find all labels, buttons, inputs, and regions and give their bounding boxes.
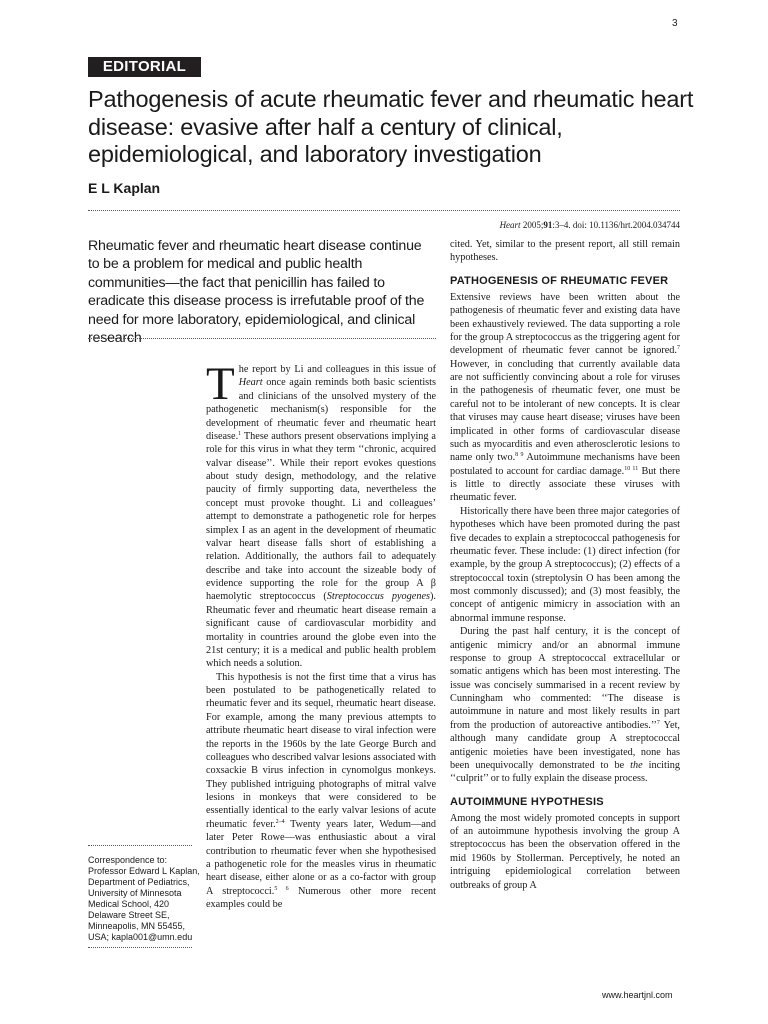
correspondence-block xyxy=(88,855,203,943)
text-run: Numerous other more recent examples could be xyxy=(206,885,437,910)
correspondence-divider-top xyxy=(88,845,192,846)
citation-pages-doi: :3–4. doi: 10.1136/hrt.2004.034744 xyxy=(552,220,680,230)
reference-marker: 7 xyxy=(677,345,680,352)
text-run: However, in concluding that currently available data are not sufficiently convincing about a role for viruses in the pathogenesis of rheumatic fever, one must be careful not to be intolerant of new concepts. It is clear that viruses may cause heart disease; viruses have been implicated in other forms of cardiovascular disease such as myocarditis and even atherosclerotic lesions to name only two. xyxy=(450,358,680,464)
paragraph: cited. Yet, similar to the present report, all still remain hypotheses. xyxy=(450,239,680,264)
paragraph: Historically there have been three major categories of hypotheses which have been promoted during the past five decades to explain a streptococcal pathogenesis for rheumatic fever. These include: (1) direct infection (for example, by the group A streptococcus); (2) effects of a streptococcal toxin (streptolysin O has been among the most commonly discussed); and (3) most feasibly, the concept of antigenic mimicry in association with an abnormal immune response. xyxy=(450,505,680,624)
abstract-standfirst: Rheumatic fever and rheumatic heart disease continue to be a problem for medical and public health communities—the fact that penicillin has failed to eradicate this disease process is irrefutable proof of the need for more laboratory, epidemiological, and clinical research xyxy=(88,238,425,347)
text-run: Yet, although many candidate group A streptococcal antigenic moieties have been investigated, none has been unequivocally demonstrated to be xyxy=(450,719,680,771)
correspondence-divider-bottom xyxy=(88,947,192,948)
emphasis-italic: the xyxy=(630,759,643,771)
section-heading-pathogenesis: PATHOGENESIS OF RHEUMATIC FEVER xyxy=(450,274,669,287)
paragraph xyxy=(450,291,680,505)
reference-marker: 8 9 xyxy=(515,452,524,459)
species-name-italic: Streptococcus pyogenes xyxy=(326,591,431,603)
reference-marker: 2–4 xyxy=(275,818,285,825)
body-column-right xyxy=(450,238,680,892)
correspondence-line: Department of Pediatrics, xyxy=(88,877,190,887)
page-number: 3 xyxy=(672,18,678,29)
correspondence-line: Minneapolis, MN 55455, xyxy=(88,921,186,931)
text-run: During the past half century, it is the concept of antigenic mimicry and/or an abnormal immune response to group A streptococcal extracellular or somatic antigens which has been most interesting. The issue was concisely summarised in a recent review by Cunningham who commented: ‘‘The disease is autoimmune in nature and most likely results in part from the production of autoreactive antibodies.’’ xyxy=(450,626,680,731)
citation-journal: Heart xyxy=(499,220,521,230)
paragraph xyxy=(450,625,680,786)
text-run: Autoimmune mechanisms have been postulated to account for cardiac damage. xyxy=(450,452,680,477)
text-run: Twenty years later, Wedum—and later Peter Rowe—was enthusiastic about a viral contribution to rheumatic fever when she hypothesised a pathogenetic role for the measles virus in rheumatic heart disease, either alone or as a co-factor with group A streptococci. xyxy=(206,818,437,897)
reference-marker: 10 11 xyxy=(624,465,639,472)
reference-marker: 5 6 xyxy=(274,885,289,892)
correspondence-line: University of Minnesota xyxy=(88,888,182,898)
text-run: he report by Li and colleagues in this issue of xyxy=(238,364,436,375)
text-run: These authors present observations implying a role for this virus in what they term ‘‘chronic, acquired valvar disease’’. While their report evokes questions about study design, methodology, and the relative paucity of firmly supporting data, nevertheless the concept must provoke thought. Li and colleagues’ attempt to demonstrate a pathogenetic role for herpes simplex I as an agent in the development of rheumatic valvar heart disease falls short of establishing a relation. Additionally, the authors fail to adequately describe and take into account the sizeable body of evidence supporting the role for the group A β haemolytic streptococcus ( xyxy=(206,430,436,603)
paragraph xyxy=(206,358,436,671)
reference-marker: 7 xyxy=(656,719,660,726)
correspondence-email-line: USA; kapla001@umn.edu xyxy=(88,932,193,942)
correspondence-label: Correspondence to: xyxy=(88,855,168,865)
journal-name-italic: Heart xyxy=(238,377,263,389)
text-run: This hypothesis is not the first time that a virus has been postulated to be pathogenetically related to rheumatic fever and its sequel, rheumatic heart disease. For example, among the many previous attempts to attribute rheumatic heart disease to viral infection were the reports in the 1960s by the late George Burch and colleagues who described valvar lesions associated with coxsackie B virus infection in cynomolgus monkeys. They published intriguing photographs of mitral valve lesions in monkeys that were considered to be essentially identical to the early valvar lesions of acute rheumatic fever. xyxy=(206,671,436,830)
text-run: inciting ‘‘culprit’’ or to fully explain the disease process. xyxy=(450,759,680,785)
author-byline: E L Kaplan xyxy=(88,180,161,196)
text-run: But there is little to directly associate these viruses with rheumatic fever. xyxy=(450,465,680,504)
text-run: ). Rheumatic fever and rheumatic heart disease remain a significant cause of cardiovascular morbidity and mortality in countries around the globe even into the 21st century; it is a medical and public health problem which needs a solution. xyxy=(206,591,436,670)
reference-marker: 1 xyxy=(238,430,242,437)
paragraph xyxy=(206,671,436,912)
citation-volume: 91 xyxy=(543,220,553,230)
text-run: once again reminds both basic scientists and clinicians of the unsolved mystery of the pathogenetic mechanism(s) responsible for the development of rheumatic fever and rheumatic heart disease. xyxy=(206,377,436,442)
citation-line xyxy=(420,220,680,230)
section-label-badge: EDITORIAL xyxy=(88,57,201,77)
section-heading-autoimmune: AUTOIMMUNE HYPOTHESIS xyxy=(450,795,604,808)
header-divider xyxy=(88,210,680,211)
article-title: Pathogenesis of acute rheumatic fever and rheumatic heart disease: evasive after half a century of clinical, epidemiological, and laboratory investigation xyxy=(88,86,694,167)
correspondence-line: Medical School, 420 xyxy=(88,899,170,909)
body-column-middle xyxy=(206,358,437,911)
abstract-divider xyxy=(88,338,436,339)
text-run: Extensive reviews have been written about the pathogenesis of rheumatic fever and existing data have been exhaustively reviewed. The data supporting a role for the group A streptococcus as the triggering agent for development of rheumatic fever cannot be ignored. xyxy=(450,291,680,357)
paragraph: Among the most widely promoted concepts in support of an autoimmune hypothesis involving the group A streptococcus has been the observation offered in the mid 1960s by Stollerman. Perceptively, he noted an intriguing epidemiological correlation between outbreaks of group A xyxy=(450,812,680,891)
correspondence-line: Professor Edward L Kaplan, xyxy=(88,866,200,876)
footer-url: www.heartjnl.com xyxy=(602,990,673,1000)
drop-cap: T xyxy=(206,358,235,410)
citation-year: 2005; xyxy=(522,220,544,230)
correspondence-line: Delaware Street SE, xyxy=(88,910,170,920)
